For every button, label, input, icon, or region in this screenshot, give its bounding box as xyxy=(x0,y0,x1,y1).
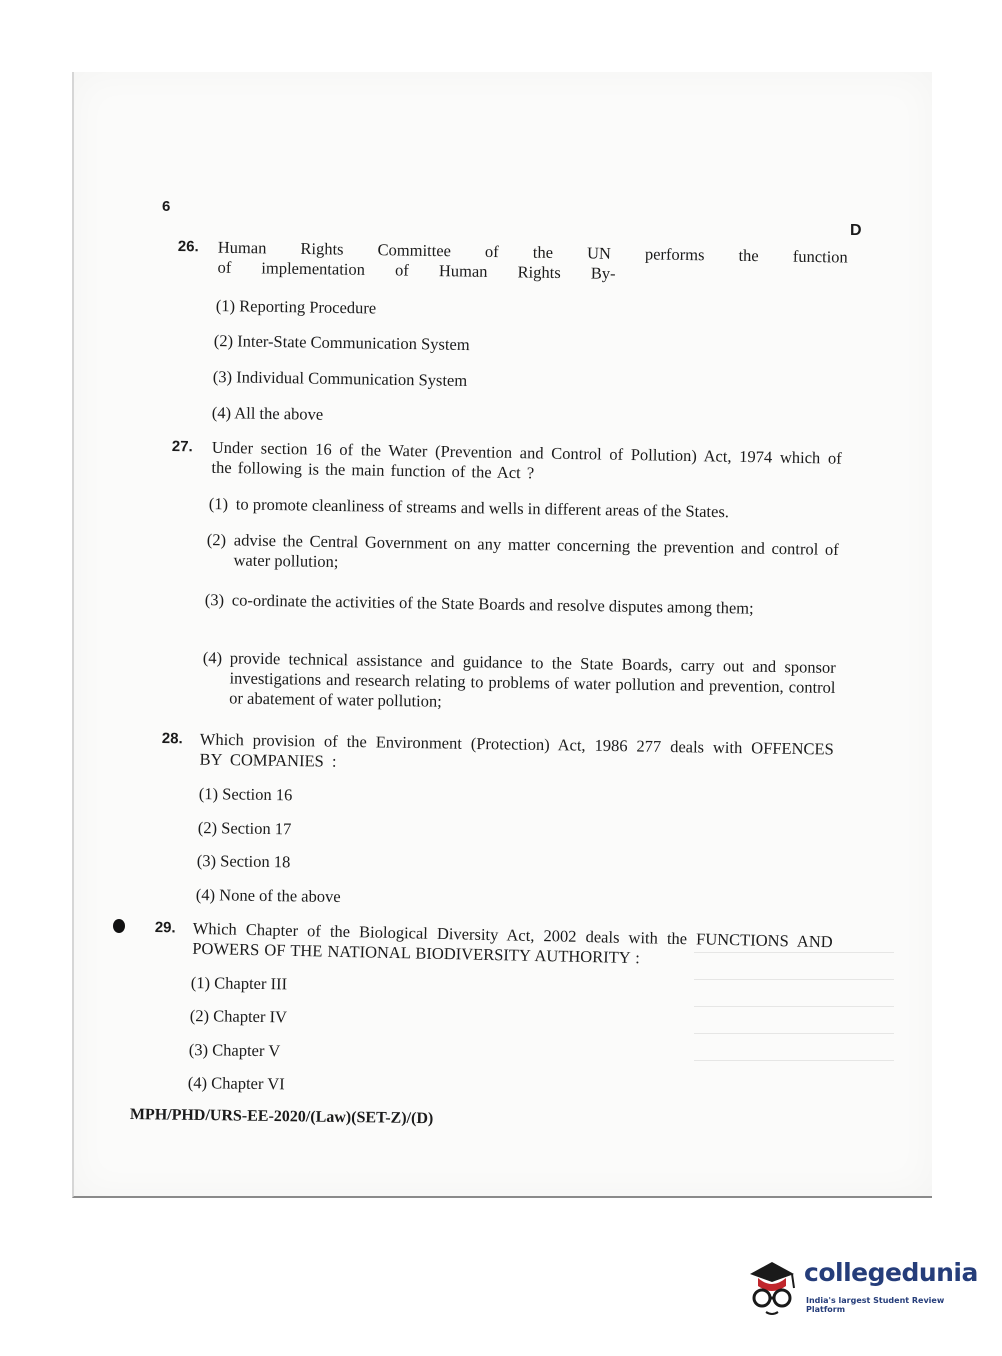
option-text: to promote cleanliness of streams and wells in different areas of the States. xyxy=(235,494,730,522)
exam-code-footer: MPH/PHD/URS-EE-2020/(Law)(SET-Z)/(D) xyxy=(129,1106,434,1128)
question-text: Human Rights Committee of the UN performs the function of implementation of Human Rights By- xyxy=(217,237,848,283)
question-text: Which Chapter of the Biological Diversity Act, 2002 deals with the FUNCTIONS AND POWERS OF THE NATIONAL BIODIVERSITY AUTHORITY : xyxy=(192,918,833,968)
question-number: 28. xyxy=(161,729,183,748)
option: (3) Individual Communication System xyxy=(212,367,468,390)
option: (4) None of the above xyxy=(195,885,341,907)
option: (4) Chapter VI xyxy=(187,1073,285,1094)
question-number: 27. xyxy=(171,437,193,456)
option xyxy=(202,648,836,718)
option: (2) Inter-State Communication System xyxy=(213,331,470,355)
question-text: Which provision of the Environment (Protection) Act, 1986 277 deals with OFFENCES BY COMPANIES : xyxy=(199,729,834,771)
brand-name: collegedunia xyxy=(804,1258,978,1287)
set-letter: D xyxy=(850,222,862,239)
option-text: co-ordinate the activities of the State Boards and resolve disputes among them; xyxy=(231,590,754,618)
option: (4) All the above xyxy=(211,403,324,424)
bullet-mark xyxy=(113,919,125,933)
option: (2) Section 17 xyxy=(197,818,292,839)
brand-tagline: India's largest Student Review Platform xyxy=(806,1296,945,1314)
collegedunia-logo xyxy=(742,1252,978,1322)
option-text: advise the Central Government on any matter concerning the prevention and control of water pollution; xyxy=(233,530,839,572)
option-number: (2) xyxy=(206,530,227,550)
question-number: 26. xyxy=(177,237,199,256)
option: (1) Reporting Procedure xyxy=(215,296,377,318)
option: (1) Section 16 xyxy=(198,784,293,805)
question-text: Under section 16 of the Water (Prevention and Control of Pollution) Act, 1974 which of the following is the main function of the Act ? xyxy=(211,437,842,483)
option-number: (4) xyxy=(202,648,223,668)
option-number: (1) xyxy=(208,494,229,514)
option: (2) Chapter IV xyxy=(189,1006,288,1027)
option: (1) Chapter III xyxy=(190,973,288,994)
option: (3) Chapter V xyxy=(188,1040,281,1061)
option-text: provide technical assistance and guidance to the State Boards, carry out and sponsor investigations and research relating to problems of water pollution and prevention, control or abatement of water pollution; xyxy=(229,648,836,711)
page-number: 6 xyxy=(162,198,171,215)
mascot-icon xyxy=(742,1252,802,1318)
question-number: 29. xyxy=(154,918,176,937)
option: (3) Section 18 xyxy=(196,851,291,872)
option-number: (3) xyxy=(204,590,225,610)
